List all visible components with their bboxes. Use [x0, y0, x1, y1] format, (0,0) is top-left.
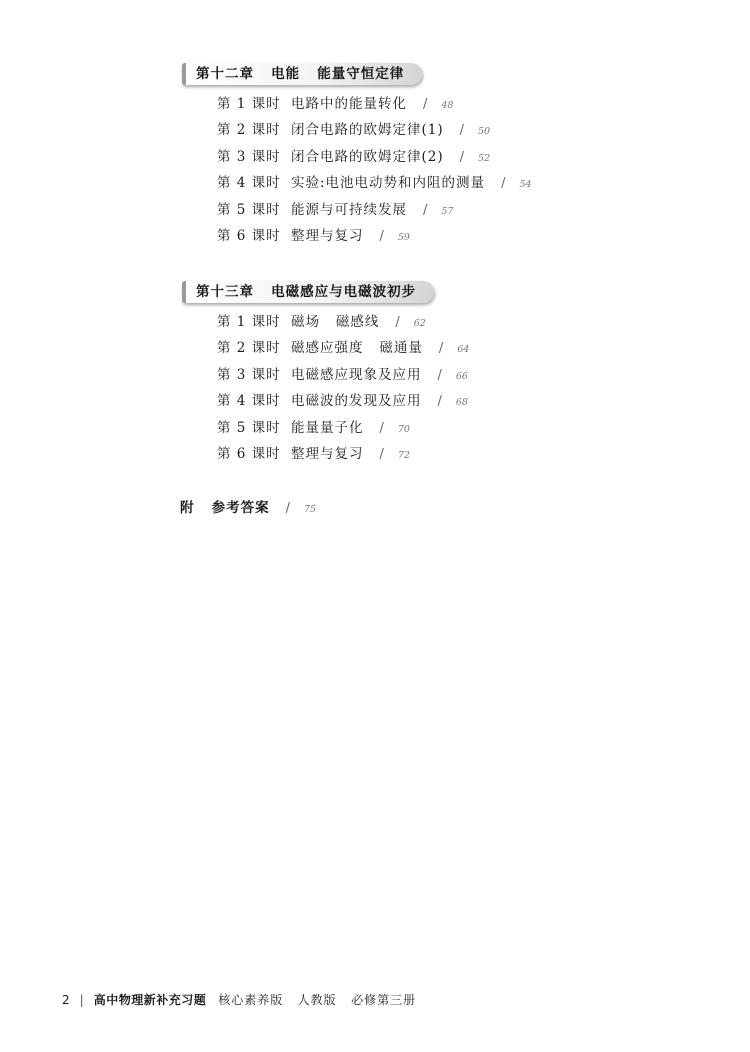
lesson-number: 第 4 课时 [217, 175, 281, 192]
page-number: 50 [478, 126, 491, 138]
lesson-title: 电磁波的发现及应用 [291, 393, 422, 410]
appendix-label: 附 参考答案 [180, 500, 270, 516]
lesson-number: 第 3 课时 [217, 366, 281, 383]
page-number: 66 [455, 370, 468, 382]
chapter-12-section [182, 63, 532, 249]
page-number: 75 [304, 504, 317, 515]
footer-edition: 核心素养版 人教版 必修第三册 [218, 993, 417, 1007]
separator-slash: / [459, 149, 465, 165]
chapter-title: 第十三章 电磁感应与电磁波初步 [182, 281, 434, 303]
separator-slash: / [423, 97, 428, 112]
lesson-list [182, 309, 469, 467]
lesson-title: 实验:电池电动势和内阻的测量 [291, 175, 486, 192]
separator-slash: / [379, 420, 384, 436]
separator-slash: / [437, 367, 442, 383]
lesson-title: 能源与可持续发展 [291, 201, 407, 218]
list-item[interactable] [182, 335, 469, 361]
lesson-number: 第 5 课时 [217, 201, 281, 218]
separator-slash: / [438, 341, 444, 357]
lesson-list [182, 91, 532, 249]
page-number: 72 [397, 449, 410, 461]
list-item[interactable] [182, 441, 469, 467]
chapter-13-section [182, 281, 469, 467]
lesson-title: 整理与复习 [291, 227, 364, 244]
lesson-title: 磁感应强度 磁通量 [291, 340, 423, 357]
lesson-title: 电路中的能量转化 [291, 96, 407, 112]
separator-slash: / [395, 315, 400, 330]
lesson-number: 第 5 课时 [217, 419, 281, 436]
lesson-title: 电磁感应现象及应用 [291, 366, 422, 383]
separator-slash: / [379, 446, 384, 462]
list-item[interactable] [182, 362, 469, 388]
page-number: 64 [457, 344, 470, 356]
lesson-title: 能量量子化 [291, 419, 364, 436]
list-item[interactable] [182, 144, 532, 170]
page-number: 57 [441, 205, 454, 217]
page-number: 68 [455, 397, 468, 409]
list-item[interactable] [182, 415, 469, 441]
lesson-number: 第 1 课时 [217, 96, 281, 112]
separator-slash: / [379, 228, 384, 244]
lesson-number: 第 4 课时 [217, 393, 281, 410]
lesson-number: 第 1 课时 [217, 314, 281, 330]
page-number: 62 [413, 318, 426, 329]
lesson-number: 第 6 课时 [217, 227, 281, 244]
footer-divider: | [79, 993, 84, 1007]
page-number: 48 [441, 100, 454, 111]
lesson-title: 磁场 磁感线 [291, 314, 380, 330]
list-item[interactable] [182, 91, 532, 117]
lesson-number: 第 6 课时 [217, 445, 281, 462]
page-footer [62, 990, 416, 1010]
separator-slash: / [437, 394, 442, 410]
list-item[interactable] [182, 223, 532, 249]
lesson-title: 闭合电路的欧姆定律(1) [291, 122, 444, 139]
appendix-entry[interactable] [180, 497, 316, 519]
lesson-title: 整理与复习 [291, 445, 364, 462]
list-item[interactable] [182, 170, 532, 196]
footer-book-title: 高中物理新补充习题 [93, 993, 207, 1007]
separator-slash: / [285, 501, 290, 516]
page-number: 70 [397, 423, 410, 435]
separator-slash: / [423, 202, 428, 218]
page-number: 54 [519, 179, 532, 191]
chapter-title: 第十二章 电能 能量守恒定律 [182, 63, 422, 85]
page-number: 52 [478, 152, 491, 164]
list-item[interactable] [182, 388, 469, 414]
lesson-number: 第 2 课时 [217, 122, 281, 139]
footer-page-number: 2 [62, 993, 70, 1007]
lesson-number: 第 3 课时 [217, 148, 281, 165]
list-item[interactable] [182, 117, 532, 143]
separator-slash: / [501, 176, 506, 192]
lesson-title: 闭合电路的欧姆定律(2) [291, 148, 444, 165]
page-number: 59 [397, 231, 410, 243]
lesson-number: 第 2 课时 [217, 340, 281, 357]
separator-slash: / [459, 123, 465, 139]
list-item[interactable] [182, 309, 469, 335]
list-item[interactable] [182, 197, 532, 223]
